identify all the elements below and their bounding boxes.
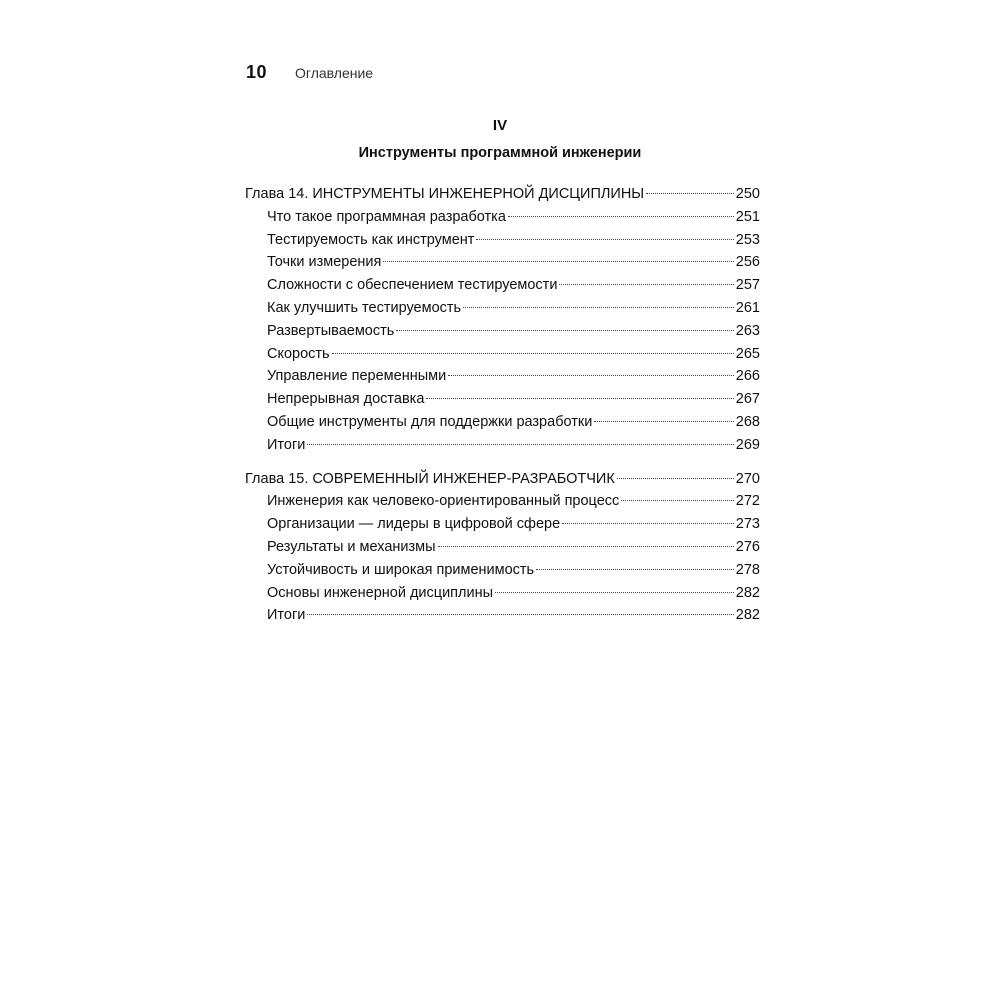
section-entry (245, 274, 760, 297)
chapter-15 (245, 468, 760, 628)
section-page: 266 (735, 368, 760, 385)
chapter-heading (245, 183, 760, 206)
dot-leader (307, 614, 733, 615)
section-page: 265 (735, 345, 760, 362)
dot-leader (438, 546, 734, 547)
section-page: 272 (735, 493, 760, 510)
section-page: 276 (735, 538, 760, 555)
section-page: 263 (735, 322, 760, 339)
section-title: Результаты и механизмы (267, 538, 436, 555)
section-title: Точки измерения (267, 254, 382, 271)
chapter-14 (245, 183, 760, 457)
section-title: Организации — лидеры в цифровой сфере (267, 516, 561, 533)
section-title: Сложности с обеспечением тестируемости (267, 277, 558, 294)
dot-leader (508, 216, 734, 217)
dot-leader (562, 523, 734, 524)
section-title: Развертываемость (267, 322, 395, 339)
section-page: 268 (735, 413, 760, 430)
dot-leader (646, 193, 734, 194)
dot-leader (332, 353, 734, 354)
section-title: Управление переменными (267, 368, 447, 385)
section-entry (245, 582, 760, 605)
section-page: 257 (735, 277, 760, 294)
section-entry (245, 251, 760, 274)
section-title: Итоги (267, 436, 306, 453)
section-entry (245, 536, 760, 559)
dot-leader (559, 284, 733, 285)
section-entry (245, 206, 760, 229)
section-entry (245, 297, 760, 320)
section-title: Скорость (267, 345, 330, 362)
dot-leader (495, 592, 734, 593)
section-entry (245, 513, 760, 536)
section-page: 261 (735, 299, 760, 316)
dot-leader (536, 569, 734, 570)
dot-leader (448, 375, 734, 376)
section-page: 269 (735, 436, 760, 453)
section-entry (245, 604, 760, 627)
section-page: 256 (735, 254, 760, 271)
running-head (246, 62, 373, 83)
section-title: Устойчивость и широкая применимость (267, 561, 535, 578)
section-title: Непрерывная доставка (267, 391, 425, 408)
section-title: Итоги (267, 607, 306, 624)
section-page: 273 (735, 516, 760, 533)
section-entry (245, 434, 760, 457)
running-title: Оглавление (295, 65, 374, 81)
chapter-page: 250 (735, 186, 760, 202)
section-title: Общие инструменты для поддержки разработки (267, 413, 593, 430)
chapter-title: Глава 14. ИНСТРУМЕНТЫ ИНЖЕНЕРНОЙ ДИСЦИПЛИНЫ (245, 186, 645, 202)
dot-leader (594, 421, 733, 422)
section-page: 251 (735, 208, 760, 225)
section-entry (245, 559, 760, 582)
dot-leader (463, 307, 734, 308)
part-numeral: IV (492, 117, 508, 134)
section-page: 253 (735, 231, 760, 248)
chapter-heading (245, 468, 760, 491)
section-entry (245, 490, 760, 513)
chapter-title: Глава 15. СОВРЕМЕННЫЙ ИНЖЕНЕР-РАЗРАБОТЧИК (245, 470, 615, 487)
section-page: 267 (735, 391, 760, 408)
dot-leader (426, 398, 733, 399)
dot-leader (621, 500, 734, 501)
dot-leader (617, 478, 734, 479)
section-entry (245, 388, 760, 411)
section-entry (245, 320, 760, 343)
section-title: Что такое программная разработка (267, 208, 506, 225)
section-page: 282 (735, 607, 760, 624)
dot-leader (307, 444, 733, 445)
dot-leader (396, 330, 733, 331)
section-title: Как улучшить тестируемость (267, 299, 462, 316)
chapter-page: 270 (735, 470, 760, 487)
section-entry (245, 343, 760, 366)
section-page: 282 (735, 584, 760, 601)
section-page: 278 (735, 561, 760, 578)
dot-leader (476, 239, 733, 240)
dot-leader (383, 261, 733, 262)
section-entry (245, 411, 760, 434)
section-title: Основы инженерной дисциплины (267, 584, 494, 601)
page-number: 10 (246, 62, 268, 82)
section-entry (245, 365, 760, 388)
table-of-contents (245, 183, 760, 638)
section-entry (245, 229, 760, 252)
section-title: Тестируемость как инструмент (267, 231, 475, 248)
part-title: Инструменты программной инженерии (358, 145, 642, 161)
section-title: Инженерия как человеко-ориентированный процесс (267, 493, 620, 510)
